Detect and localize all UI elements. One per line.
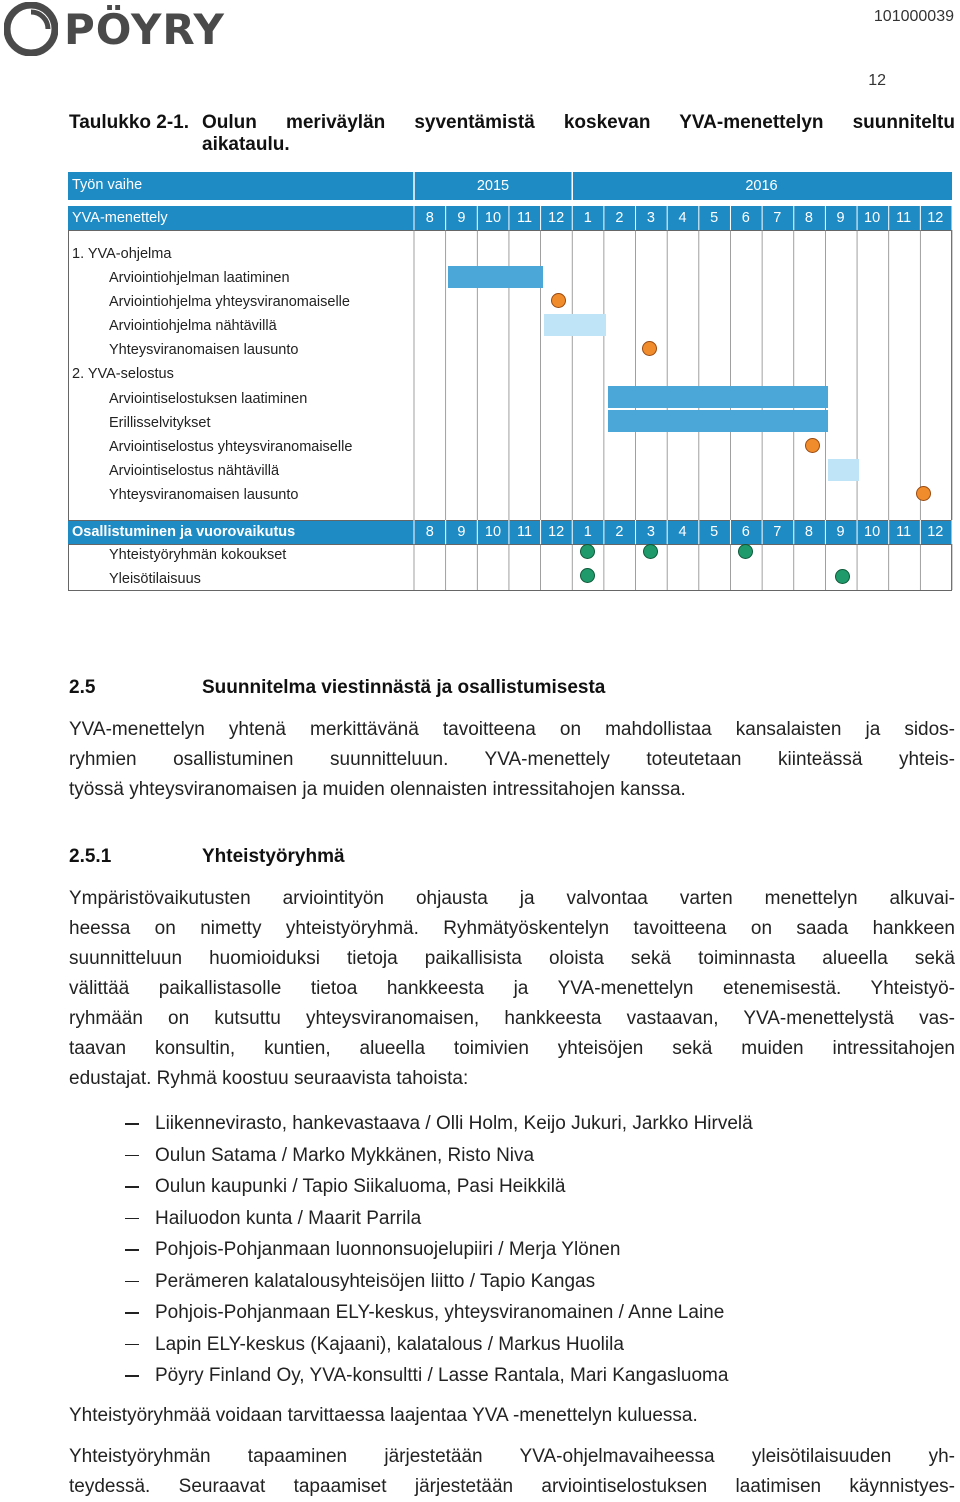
heading-2-5 [69, 677, 605, 699]
bar-arviointiohjelman-laatiminen [448, 266, 543, 288]
paragraph-line: välittää paikallistasolle tietoa hankkeesta ja YVA-menettelyn etenemisestä. Yhteistyö- [69, 978, 955, 999]
logo-wordmark: PÖYRY [64, 4, 225, 54]
dash-bullet [125, 1186, 139, 1188]
month-cell: 8 [425, 210, 434, 226]
member-list [125, 1108, 753, 1392]
month-cell: 7 [773, 524, 782, 540]
heading-2-5-1 [69, 846, 345, 868]
heading-title: Suunnitelma viestinnästä ja osallistumisesta [202, 677, 606, 698]
month-cell: 11 [517, 524, 533, 540]
month-cell: 6 [741, 524, 750, 540]
month-cell: 12 [548, 210, 565, 226]
list-item: Pohjois-Pohjanmaan ELY-keskus, yhteysviranomainen / Anne Laine [125, 1297, 753, 1329]
month-cell: 7 [773, 210, 782, 226]
month-cell: 11 [896, 524, 912, 540]
public-event-marker [580, 568, 595, 583]
month-cell: 9 [836, 210, 845, 226]
list-item: Oulun Satama / Marko Mykkänen, Risto Niva [125, 1140, 753, 1172]
bar-selostus-nahtavilla [828, 459, 859, 481]
heading-number: 2.5 [69, 677, 96, 698]
month-cell: 9 [457, 210, 466, 226]
meeting-marker [643, 544, 658, 559]
month-cell: 1 [583, 210, 592, 226]
paragraph-meetings [69, 1442, 955, 1502]
section-yva-selostus: 2. YVA-selostus [72, 366, 174, 382]
paragraph-expansion [69, 1401, 955, 1431]
list-item: Pohjois-Pohjanmaan luonnonsuojelupiiri / Merja Ylönen [125, 1234, 753, 1266]
month-cell: 11 [896, 210, 912, 226]
dash-bullet [125, 1344, 139, 1346]
paragraph-line: edustajat. Ryhmä koostuu seuraavista tahoista: [69, 1068, 469, 1089]
paragraph-line: YVA-menettelyn yhtenä merkittävänä tavoitteena on mahdollistaa kansalaisten ja sidos- [69, 719, 955, 740]
section-yva-ohjelma: 1. YVA-ohjelma [72, 246, 172, 262]
month-cell: 3 [646, 210, 655, 226]
caption-text-line1: Oulun meriväylän syventämistä koskevan YVA-menettelyn suunniteltu [202, 112, 955, 133]
month-cell: 8 [425, 524, 434, 540]
month-cell: 12 [927, 210, 944, 226]
month-cell: 10 [484, 210, 502, 226]
paragraph-2-5 [69, 715, 955, 805]
poyry-logo [4, 2, 225, 56]
month-cell: 11 [517, 210, 533, 226]
task-label: Arviointiohjelma nähtävillä [109, 318, 277, 334]
dash-bullet [125, 1375, 139, 1377]
task-label: Arviointiselostuksen laatiminen [109, 391, 308, 407]
paragraph-line: suunnitteluun huomioiduksi tietoja paikallisista oloista sekä toiminnasta alueella sekä [69, 948, 955, 969]
list-item: Hailuodon kunta / Maarit Parrila [125, 1203, 753, 1235]
paragraph-line: ryhmien osallistuminen suunnitteluun. YVA-menettely toteutetaan kiinteässä yhteis- [69, 749, 955, 770]
paragraph-line: taavan konsultin, kuntien, alueella toimivien yhteisöjen sekä muiden intressitahojen [69, 1038, 955, 1059]
bar-ohjelma-nahtavilla [544, 314, 606, 336]
meeting-marker [738, 544, 753, 559]
poyry-logo-mark [4, 2, 58, 56]
document-number: 101000039 [873, 8, 954, 25]
month-cell: 9 [836, 524, 845, 540]
month-cell: 4 [678, 524, 687, 540]
list-item: Pöyry Finland Oy, YVA-konsultti / Lasse Rantala, Mari Kangasluoma [125, 1360, 753, 1392]
task-label: Arviointiselostus nähtävillä [109, 463, 280, 479]
month-cell: 10 [864, 210, 881, 226]
heading-number: 2.5.1 [69, 846, 112, 867]
paragraph-line: Ympäristövaikutusten arviointityön ohjausta ja valvontaa varten menettelyn alkuvai- [69, 888, 955, 909]
month-cell: 8 [804, 524, 813, 540]
milestone-selostus-yhteysviranomaiselle [805, 438, 820, 453]
month-cell: 5 [710, 210, 719, 226]
meeting-marker [580, 544, 595, 559]
task-label: Erillisselvitykset [109, 415, 211, 431]
list-item: Liikennevirasto, hankevastaava / Olli Holm, Keijo Jukuri, Jarkko Hirvelä [125, 1108, 753, 1140]
paragraph-2-5-1 [69, 884, 955, 1094]
month-cell: 8 [804, 210, 813, 226]
paragraph-line: ryhmään on kutsuttu yhteysviranomaisen, hankkeesta vastaavan, YVA-menettelystä vas- [69, 1008, 955, 1029]
public-event-marker [835, 569, 850, 584]
month-cell: 6 [741, 210, 750, 226]
paragraph-line: työssä yhteysviranomaisen ja muiden olennaisten intressitahojen kanssa. [69, 779, 686, 800]
task-label: Arviointiohjelma yhteysviranomaiselle [109, 294, 350, 310]
task-label: Arviointiselostus yhteysviranomaiselle [109, 439, 353, 455]
table-caption [69, 112, 955, 156]
month-cell: 10 [484, 524, 502, 540]
milestone-selostus-lausunto [916, 486, 931, 501]
caption-text-line2: aikataulu. [202, 134, 290, 155]
header-phase-label: Työn vaihe [72, 177, 143, 193]
month-cell: 3 [646, 524, 655, 540]
bar-selostuksen-laatiminen [608, 386, 828, 408]
month-cell: 9 [457, 524, 466, 540]
milestone-ohjelma-yhteysviranomaiselle [551, 293, 566, 308]
month-cell: 4 [678, 210, 687, 226]
task-label: Yhteysviranomaisen lausunto [109, 342, 299, 358]
caption-label: Taulukko 2-1. [69, 112, 190, 133]
bar-erillisselvitykset [608, 410, 828, 432]
month-cell: 2 [615, 524, 624, 540]
participation-header-row [68, 520, 951, 544]
month-cell: 1 [583, 524, 592, 540]
months-header-row [68, 206, 951, 230]
month-cell: 10 [864, 524, 881, 540]
task-label: Yhteistyöryhmän kokoukset [109, 547, 287, 563]
list-item: Perämeren kalatalousyhteisöjen liitto / Tapio Kangas [125, 1266, 753, 1298]
paragraph-line: teydessä. Seuraavat tapaamiset järjestetään arviointiselostuksen laatimisen käynnistyes- [69, 1476, 955, 1497]
dash-bullet [125, 1312, 139, 1314]
month-cell: 2 [615, 210, 624, 226]
task-label: Yleisötilaisuus [109, 571, 201, 587]
section-osallistuminen: Osallistuminen ja vuorovaikutus [72, 524, 296, 540]
dash-bullet [125, 1218, 139, 1220]
list-item: Oulun kaupunki / Tapio Siikaluoma, Pasi Heikkilä [125, 1171, 753, 1203]
yva-menettely-label: YVA-menettely [72, 210, 168, 226]
year-2015-label: 2015 [476, 178, 510, 194]
task-label: Arviointiohjelman laatiminen [109, 270, 290, 286]
year-2016-label: 2016 [745, 178, 778, 194]
dash-bullet [125, 1155, 139, 1157]
milestone-ohjelma-lausunto [642, 341, 657, 356]
task-label: Yhteysviranomaisen lausunto [109, 487, 299, 503]
heading-title: Yhteistyöryhmä [202, 846, 345, 867]
dash-bullet [125, 1249, 139, 1251]
dash-bullet [125, 1123, 139, 1125]
paragraph-line: Yhteistyöryhmää voidaan tarvittaessa laajentaa YVA -menettelyn kuluessa. [69, 1405, 698, 1426]
month-cell: 5 [710, 524, 719, 540]
paragraph-line: heessa on nimetty yhteistyöryhmä. Ryhmätyöskentelyn tavoitteena on saada hankkeen [69, 918, 955, 939]
dash-bullet [125, 1281, 139, 1283]
month-cell: 12 [548, 524, 565, 540]
page-number: 12 [868, 72, 886, 89]
month-cell: 12 [927, 524, 944, 540]
list-item: Lapin ELY-keskus (Kajaani), kalatalous / Markus Huolila [125, 1329, 753, 1361]
paragraph-line: Yhteistyöryhmän tapaaminen järjestetään YVA-ohjelmavaiheessa yleisötilaisuuden yh- [69, 1446, 955, 1467]
